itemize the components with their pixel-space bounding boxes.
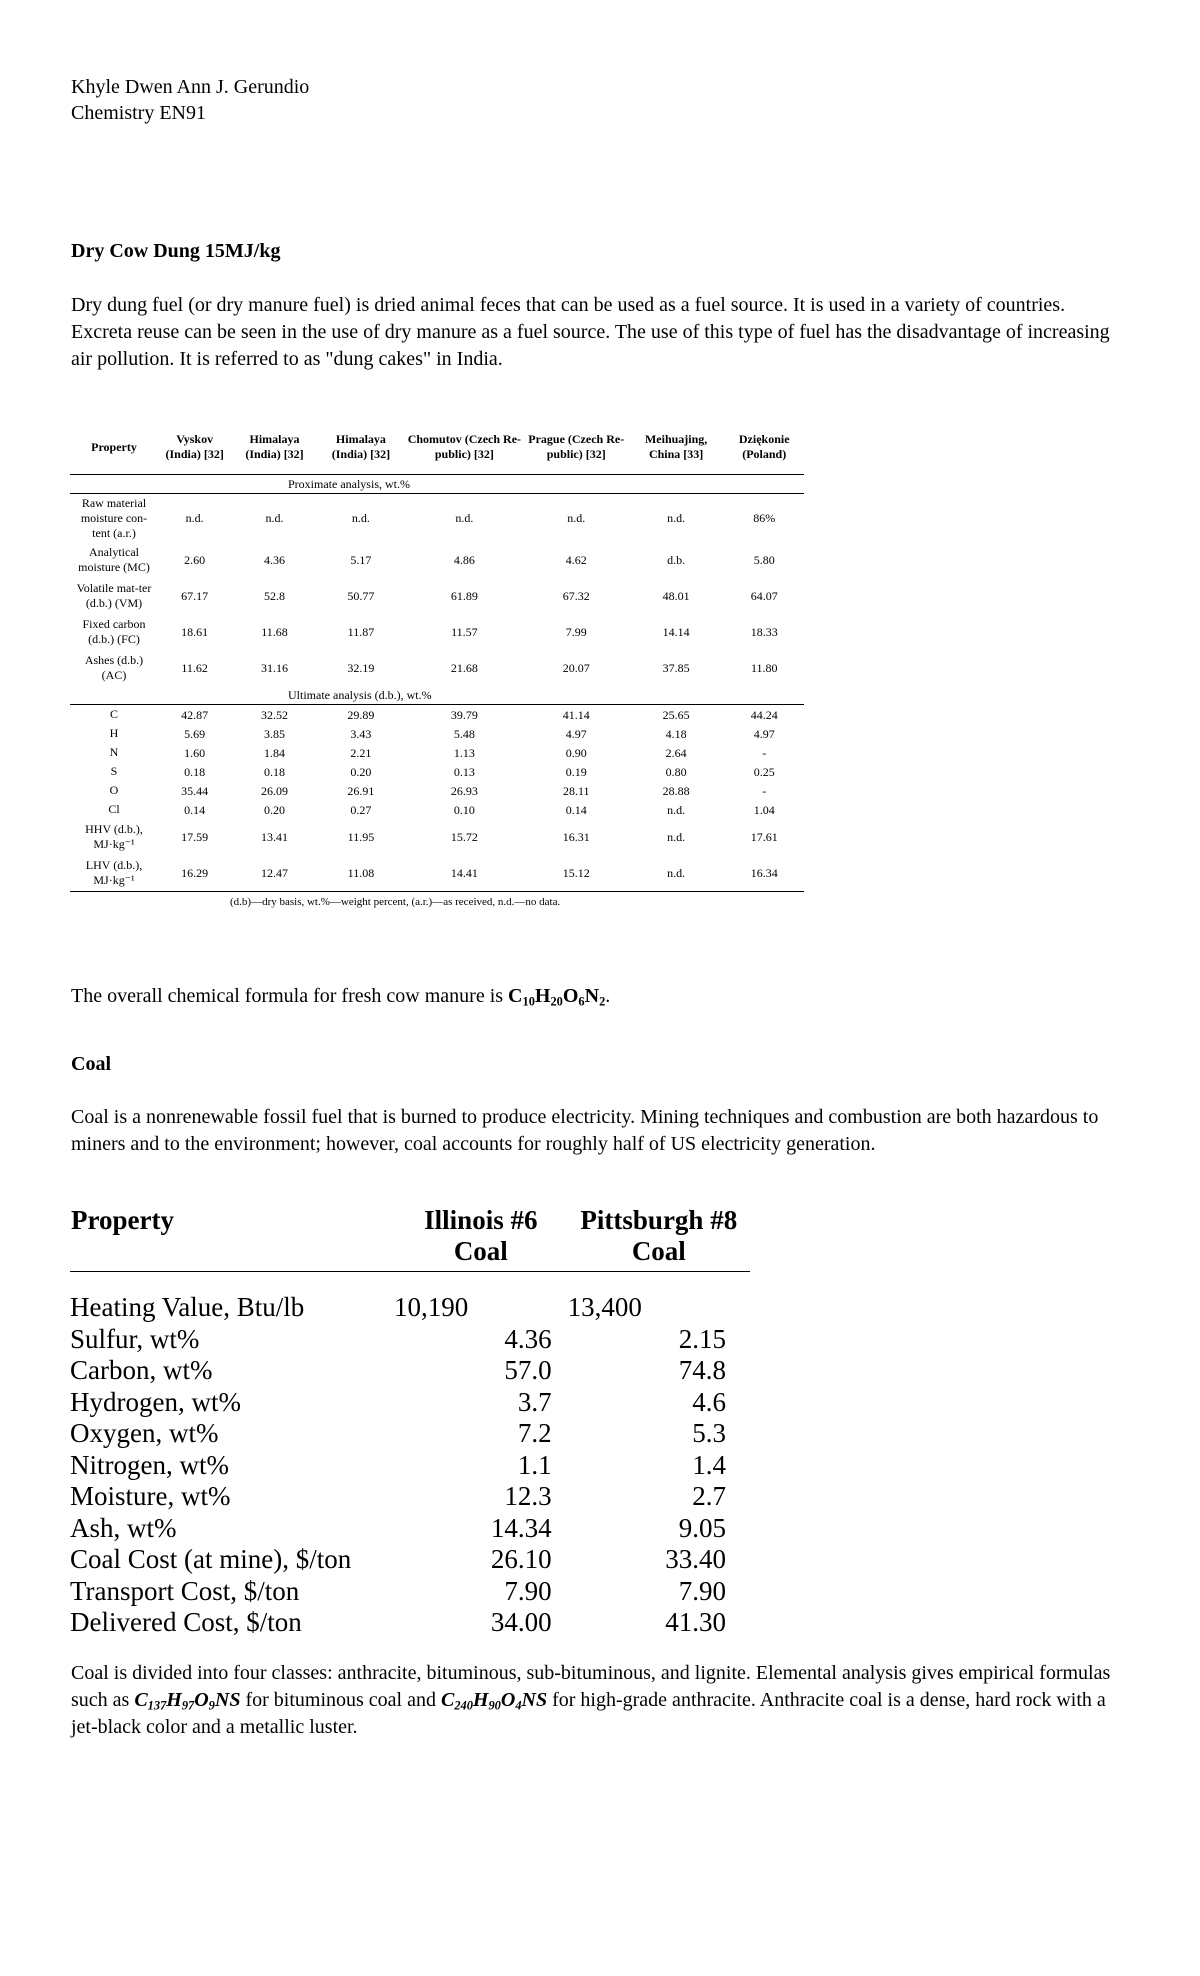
coal-closing-paragraph: Coal is divided into four classes: anthracite, bituminous, sub-bituminous, and lignite. Elemental analysis gives empirical formulas such as $C_{137}H_{97}O_9NS$ for bituminous coal and $C_{240}H_{90}O_4NS$ for high-grade anthracite. Anthracite coal is a dense, hard rock with a jet-black color and a metallic luster. [71,1662,1111,1738]
table-cell: 4.86 [453,553,475,567]
formula-intro: The overall chemical formula for fresh cow manure is [71,985,509,1007]
dung-header-col: Himalaya (India) [32] [231,420,317,475]
table-cell: 20.07 [562,661,590,675]
row-label: Fixed carbon (d.b.) (FC) [82,617,146,646]
row-label: Raw material moisture con-tent (a.r.) [80,495,148,540]
dung-header-col: Chomutov (Czech Re-public) [32] [404,420,525,475]
course-name: Chemistry EN91 [71,102,206,124]
table-cell: n.d. [628,855,725,892]
coal-header-property: Property [70,1204,394,1272]
table-cell: n.d. [567,511,586,525]
row-label: Moisture, wt% [70,1481,231,1511]
coal-table-body [70,1272,750,1639]
table-cell: 0.10 [453,802,475,817]
table-cell: 7.99 [565,625,587,639]
table-row [70,1324,750,1356]
table-row [70,1418,750,1450]
coal-table-header [70,1204,750,1272]
table-cell: 26.91 [347,783,375,798]
table-cell: n.d. [265,511,284,525]
table-cell: n.d. [351,511,370,525]
table-cell: 67.32 [562,589,590,603]
table-cell: 4.62 [565,553,587,567]
dung-header-property: Property [70,420,158,475]
table-cell: 2.15 [678,1323,726,1354]
dung-table-header [70,420,804,475]
table-cell: 64.07 [750,589,778,603]
section-label: Ultimate analysis (d.b.), wt.% [158,686,804,705]
row-label: Transport Cost, $/ton [70,1575,300,1606]
table-cell: n.d. [667,511,686,525]
table-row [70,578,804,614]
table-cell: 16.34 [724,855,804,892]
table-cell: 41.30 [665,1607,726,1637]
table-cell: 4.18 [665,726,687,741]
table-cell: 26.10 [490,1544,552,1574]
table-row [70,1272,750,1324]
table-cell: 57.0 [504,1355,552,1385]
row-label: Carbon, wt% [70,1355,213,1385]
table-cell: 2.21 [350,745,372,760]
table-cell: 0.20 [264,802,286,817]
table-cell: n.d. [667,802,686,817]
row-label: Ashes (d.b.) (AC) [84,653,144,682]
dung-properties-table [70,420,804,909]
table-row [70,1355,750,1387]
table-cell: 44.24 [750,707,778,722]
table-cell: 11.95 [347,830,375,844]
table-cell: 18.33 [750,625,778,639]
table-cell: 11.62 [181,661,208,675]
table-cell: 1.1 [517,1449,552,1480]
row-label: LHV (d.b.), MJ·kg⁻¹ [70,855,158,892]
table-cell: 1.4 [692,1449,726,1480]
table-cell: 11.87 [347,625,375,639]
table-cell: 42.87 [181,707,209,722]
table-row [70,494,804,543]
table-cell: 28.88 [662,783,690,798]
table-cell: 11.57 [451,625,478,639]
row-label: Sulfur, wt% [70,1323,200,1354]
row-label: H [109,726,119,740]
table-cell: 11.08 [318,855,404,892]
table-cell: 15.12 [525,855,628,892]
coal-header-pittsburgh: Pittsburgh #8 Coal [568,1204,750,1272]
table-cell: 14.34 [490,1512,552,1543]
table-cell: 0.14 [565,802,587,817]
anthracite-formula: $C_{240}H_{90}O_4NS$ [440,1689,548,1713]
row-label: C [109,707,118,721]
table-cell: 3.85 [264,726,286,741]
dung-header-col: Vyskov (India) [32] [158,420,231,475]
table-cell: 34.00 [490,1607,552,1637]
table-row [70,650,804,686]
table-row [70,1387,750,1419]
table-row [70,1544,750,1576]
table-cell: n.d. [185,511,204,525]
row-label: Analytical moisture (MC) [78,545,150,574]
table-cell: 86% [753,511,776,525]
table-row [70,800,804,819]
row-label: Coal Cost (at mine), $/ton [70,1544,352,1574]
dung-table-body [70,475,804,892]
table-cell: n.d. [455,511,474,525]
table-cell: 4.36 [504,1323,552,1354]
coal-properties-table [70,1204,750,1639]
table-cell: 9.05 [678,1512,726,1543]
table-cell: 7.90 [504,1575,552,1606]
table-cell: 3.7 [517,1386,552,1417]
table-row [70,743,804,762]
table-cell: 7.90 [678,1575,726,1606]
table-cell: 48.01 [662,589,690,603]
row-label: HHV (d.b.), MJ·kg⁻¹ [85,822,143,851]
table-cell: 2.7 [692,1481,726,1511]
table-cell: 0.18 [184,764,206,779]
table-cell: 10,190 [394,1292,469,1322]
table-cell: 5.3 [692,1418,726,1448]
table-cell: 33.40 [665,1544,726,1574]
table-cell: 32.52 [261,707,289,722]
table-cell: 0.13 [453,764,475,779]
row-label: Nitrogen, wt% [70,1449,229,1480]
table-cell: 0.19 [565,764,587,779]
table-row [70,855,804,892]
table-row [70,1576,750,1608]
table-cell: 37.85 [662,661,690,675]
table-cell: 17.61 [750,830,778,844]
table-cell: 4.97 [565,726,587,741]
table-cell: 5.80 [753,553,775,567]
dung-header-col: Himalaya (India) [32] [318,420,404,475]
ultimate-section-row [70,686,804,705]
dung-header-col: Prague (Czech Re-public) [32] [525,420,628,475]
author-name: Khyle Dwen Ann J. Gerundio [71,76,310,98]
table-row [70,762,804,781]
dung-table-footnote: (d.b)—dry basis, wt.%—weight percent, (a.r.)—as received, n.d.—no data. [230,896,561,908]
table-cell: 5.48 [453,726,475,741]
table-cell: 14.41 [404,855,525,892]
table-row [70,1513,750,1545]
manure-formula-sentence: The overall chemical formula for fresh cow manure is $C_{10}H_{20}O_6N_2$. [71,985,611,1009]
table-cell: 61.89 [450,589,478,603]
table-cell: 2.60 [184,553,206,567]
table-cell: 39.79 [450,707,478,722]
table-cell: 13.41 [261,830,289,844]
table-row [70,724,804,743]
row-label: Oxygen, wt% [70,1418,219,1448]
table-cell: 35.44 [181,783,209,798]
table-cell: 0.14 [184,802,206,817]
table-cell: 0.25 [753,764,775,779]
table-cell: 5.17 [350,553,372,567]
table-row [70,614,804,650]
table-cell: 18.61 [181,625,209,639]
table-cell: 0.90 [565,745,587,760]
manure-formula: $C_{10}H_{20}O_6N_2$ [508,985,606,1009]
table-cell: 13,400 [567,1292,642,1322]
table-cell: 17.59 [181,830,209,844]
table-cell: 26.93 [450,783,478,798]
table-cell: 1.04 [753,802,775,817]
table-cell: 0.27 [350,802,372,817]
table-cell: 5.69 [184,726,206,741]
table-cell: 1.60 [184,745,206,760]
table-cell: - [762,745,767,760]
table-cell: 32.19 [347,661,375,675]
coal-header-illinois: Illinois #6 Coal [394,1204,568,1272]
table-cell: 4.97 [753,726,775,741]
table-row [70,1481,750,1513]
table-row [70,1450,750,1482]
table-cell: 0.80 [665,764,687,779]
table-cell: 11.80 [750,661,778,675]
table-cell: 16.31 [562,830,590,844]
table-cell: 16.29 [158,855,231,892]
row-label: Ash, wt% [70,1512,177,1543]
dung-header-col: Dziękonie (Poland) [724,420,804,475]
table-cell: 12.47 [231,855,317,892]
table-cell: 1.13 [453,745,475,760]
table-cell: 11.68 [261,625,288,639]
table-cell: 28.11 [562,783,590,798]
table-row [70,819,804,855]
row-label: O [109,783,119,797]
table-cell: 1.84 [264,745,286,760]
dung-paragraph: Dry dung fuel (or dry manure fuel) is dried animal feces that can be used as a fuel source. It is used in a variety of countries. Excreta reuse can be seen in the use of dry manure as a fuel source. The use of this type of fuel has the disadvantage of increasing air pollution. It is referred to as "dung cakes" in India. [71,294,1110,370]
table-cell: 26.09 [261,783,289,798]
section-label: Proximate analysis, wt.% [158,475,804,494]
table-cell: 21.68 [450,661,478,675]
table-cell: 7.2 [517,1418,552,1448]
coal-section-title: Coal [71,1053,111,1075]
table-row [70,781,804,800]
table-cell: - [762,783,767,798]
table-cell: 31.16 [261,661,289,675]
proximate-section-row [70,475,804,494]
table-cell: 74.8 [678,1355,726,1385]
row-label: N [109,745,119,759]
bituminous-formula: $C_{137}H_{97}O_9NS$ [134,1689,241,1713]
table-cell: 0.20 [350,764,372,779]
row-label: Hydrogen, wt% [70,1386,241,1417]
table-cell: 25.65 [662,707,690,722]
table-cell: 14.14 [662,625,690,639]
row-label: Heating Value, Btu/lb [70,1292,305,1322]
table-cell: 4.36 [264,553,286,567]
table-cell: 15.72 [450,830,478,844]
table-cell: 52.8 [264,589,286,603]
table-cell: 0.18 [264,764,286,779]
row-label: S [110,764,118,778]
dung-header-col: Meihuajing, China [33] [628,420,725,475]
table-row [70,705,804,725]
table-row [70,542,804,578]
table-cell: d.b. [667,553,686,567]
table-cell: n.d. [667,830,686,844]
coal-paragraph: Coal is a nonrenewable fossil fuel that is burned to produce electricity. Mining techniques and combustion are both hazardous to miners and to the environment; however, coal accounts for roughly half of US electricity generation. [71,1106,1099,1155]
table-cell: 12.3 [504,1481,552,1511]
table-cell: 2.64 [665,745,687,760]
table-cell: 29.89 [347,707,375,722]
row-label: Cl [108,802,120,816]
row-label: Delivered Cost, $/ton [70,1607,302,1637]
table-cell: 50.77 [347,589,375,603]
dung-section-title: Dry Cow Dung 15MJ/kg [71,240,281,262]
table-cell: 67.17 [181,589,209,603]
table-cell: 4.6 [692,1386,726,1417]
table-cell: 41.14 [562,707,590,722]
row-label: Volatile mat-ter (d.b.) (VM) [76,581,152,610]
table-cell: 3.43 [350,726,372,741]
table-row [70,1607,750,1639]
